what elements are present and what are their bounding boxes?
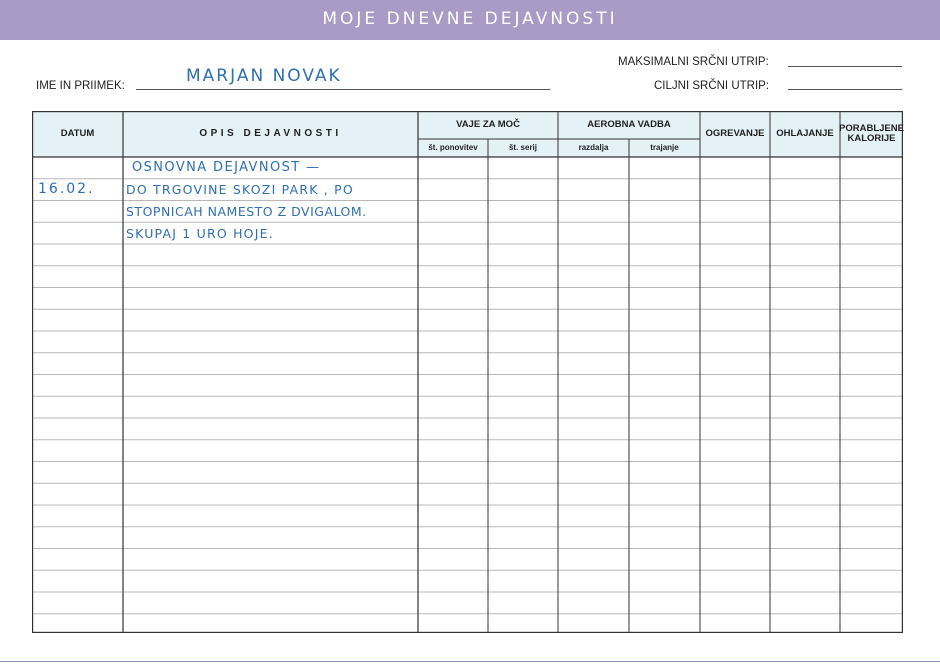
max-heart-rate-label: MAKSIMALNI SRČNI UTRIP: — [618, 56, 769, 68]
header-distance: razdalja — [578, 142, 609, 152]
activity-table — [32, 111, 903, 633]
name-field[interactable] — [136, 89, 550, 90]
entry-line-4: SKUPAJ 1 URO HOJE. — [126, 226, 274, 241]
header-cooldown: OHLAJANJE — [776, 128, 834, 140]
header-strength: VAJE ZA MOČ — [456, 119, 520, 131]
header-aerobic: AEROBNA VADBA — [587, 119, 671, 131]
page-title: MOJE DNEVNE DEJAVNOSTI — [322, 9, 618, 29]
header-warmup: OGREVANJE — [705, 128, 765, 140]
max-heart-rate-field[interactable] — [788, 66, 902, 67]
entry-date: 16.02. — [38, 181, 95, 197]
target-heart-rate-field[interactable] — [788, 89, 902, 90]
title-bar — [0, 0, 940, 40]
header-duration: trajanje — [650, 142, 679, 152]
header-reps: št. ponovitev — [428, 142, 478, 152]
header-date: DATUM — [60, 128, 95, 140]
name-label: IME IN PRIIMEK: — [36, 80, 125, 92]
header-calories: PORABLJENE KALORIJE — [839, 123, 904, 144]
entry-line-1: OSNOVNA DEJAVNOST — — [132, 160, 321, 175]
header-sets: št. serij — [508, 142, 537, 152]
entry-line-3: STOPNICAH NAMESTO Z DVIGALOM. — [126, 204, 367, 219]
target-heart-rate-label: CILJNI SRČNI UTRIP: — [654, 80, 770, 92]
entry-line-2: DO TRGOVINE SKOZI PARK , PO — [126, 182, 354, 197]
header-description: OPIS DEJAVNOSTI — [199, 127, 342, 139]
name-value: MARJAN NOVAK — [186, 66, 342, 86]
page-bottom-edge — [0, 661, 940, 662]
